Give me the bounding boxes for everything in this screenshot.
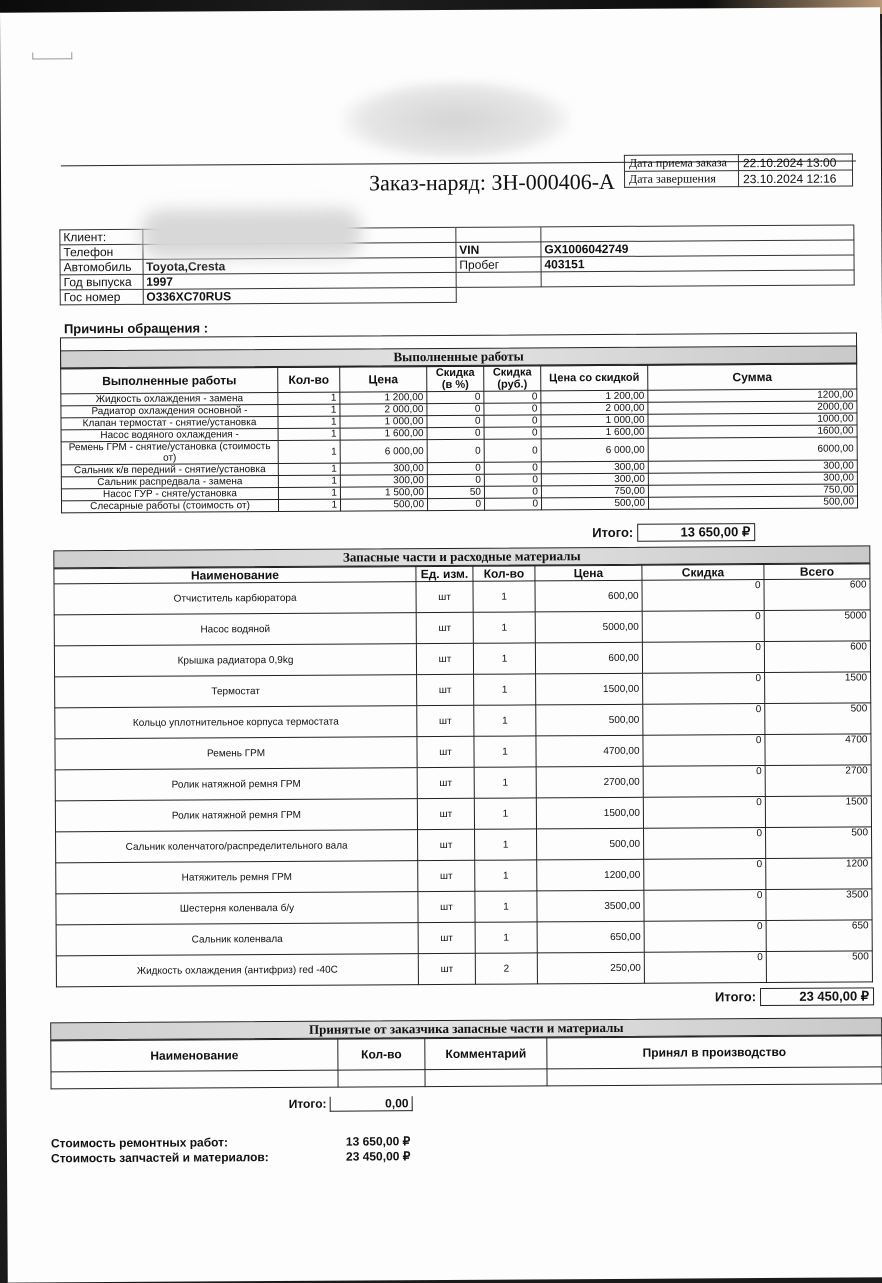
works-row-disc-pct: 0	[427, 474, 484, 486]
parts-row	[54, 641, 870, 677]
parts-row	[56, 827, 872, 863]
parts-row-price: 1500,00	[536, 673, 643, 705]
parts-row-unit: шт	[416, 643, 473, 674]
date-received-value: 22.10.2024 13:00	[738, 154, 852, 171]
accepted-total	[289, 1096, 413, 1112]
date-received-label: Дата приема заказа	[624, 155, 738, 172]
works-row-disc-pct: 0	[427, 391, 484, 403]
mileage-value: 403151	[541, 255, 854, 272]
works-row-disc-rub: 0	[484, 462, 541, 474]
parts-row-price: 500,00	[536, 704, 643, 736]
works-table	[60, 363, 858, 513]
parts-row-name: Термостат	[55, 675, 417, 708]
accepted-section-title: Принятые от заказчика запасные части и материалы	[50, 1017, 882, 1040]
parts-row	[55, 734, 871, 770]
parts-row-total: 500	[765, 703, 871, 735]
cost-summary	[51, 1134, 411, 1166]
parts-row	[56, 858, 872, 894]
col-works-disc-price: Цена со скидкой	[541, 365, 648, 391]
works-row-name: Клапан термостат - снятие/установка	[61, 416, 278, 429]
parts-row	[56, 889, 872, 925]
mileage-label: Пробег	[456, 257, 541, 273]
corner-mark	[32, 52, 72, 59]
parts-total	[706, 987, 874, 1006]
works-row-disc-pct: 0	[427, 439, 484, 462]
parts-row-total: 1500	[765, 672, 871, 704]
col-works-price: Цена	[340, 367, 427, 393]
col-works-disc-pct: Скидка (в %)	[427, 366, 484, 391]
dates-table	[624, 153, 853, 187]
accepted-section	[50, 1017, 882, 1089]
vin-label: VIN	[456, 242, 541, 258]
parts-row-total: 3500	[766, 889, 872, 921]
parts-row-discount: 0	[642, 580, 764, 612]
parts-row-qty: 1	[473, 643, 535, 674]
works-row-disc-price: 300,00	[541, 473, 648, 486]
works-row-disc-rub: 0	[484, 403, 541, 415]
works-row-sum: 1200,00	[648, 389, 857, 402]
accepted-header-row	[51, 1036, 882, 1072]
parts-row-qty: 1	[474, 798, 536, 829]
summary-works-value: 13 650,00 ₽	[345, 1134, 411, 1149]
parts-row-unit: шт	[417, 736, 474, 767]
parts-row-price: 5000,00	[535, 611, 642, 643]
car-label: Автомобиль	[60, 259, 143, 275]
works-row-name: Слесарные работы (стоимость от)	[61, 499, 278, 512]
works-row-qty: 1	[278, 487, 340, 499]
parts-row-price: 4700,00	[536, 735, 643, 767]
works-section-title: Выполненные работы	[60, 345, 857, 368]
parts-row	[54, 579, 870, 615]
parts-row-unit: шт	[417, 767, 474, 798]
parts-row-name: Сальник коленвала	[56, 923, 418, 956]
works-row-price: 2 000,00	[340, 404, 427, 417]
works-row-sum: 1000,00	[648, 413, 857, 426]
parts-row-unit: шт	[418, 953, 475, 984]
parts-row-total: 1500	[765, 796, 871, 828]
works-row-name: Насос ГУР - снятe/установка	[61, 487, 278, 500]
parts-row-price: 600,00	[535, 642, 642, 674]
works-row-disc-pct: 0	[427, 415, 484, 427]
parts-row-unit: шт	[418, 829, 475, 860]
col-accepted-by: Принял в производство	[547, 1036, 882, 1069]
parts-row-total: 500	[766, 951, 872, 983]
summary-parts-label: Стоимость запчастей и материалов:	[50, 1150, 269, 1166]
parts-row-unit: шт	[418, 922, 475, 953]
parts-row-unit: шт	[418, 860, 475, 891]
accepted-total-value: 0,00	[329, 1096, 412, 1112]
works-row-price: 6 000,00	[340, 440, 427, 464]
works-total	[563, 523, 755, 542]
works-row-qty: 1	[278, 404, 340, 416]
works-row-price: 500,00	[340, 499, 427, 512]
vin-value: GX1006042749	[541, 240, 854, 257]
works-row-disc-price: 2 000,00	[541, 402, 648, 415]
parts-row-discount: 0	[644, 921, 766, 953]
works-row-price: 1 600,00	[340, 428, 427, 441]
parts-row-qty: 1	[475, 860, 537, 891]
works-row-disc-rub: 0	[484, 474, 541, 486]
col-accepted-name: Наименование	[51, 1039, 338, 1072]
parts-row-unit: шт	[416, 581, 473, 612]
parts-section-title: Запасные части и расходные материалы	[53, 545, 870, 568]
works-row-disc-price: 1 600,00	[541, 426, 648, 439]
works-row-sum: 1600,00	[648, 425, 857, 438]
works-row-price: 1 200,00	[340, 392, 427, 405]
car-value: Toyota,Cresta	[143, 257, 456, 274]
parts-table	[53, 563, 873, 987]
col-parts-qty: Кол-во	[473, 566, 535, 581]
phone-label: Телефон	[60, 244, 143, 260]
parts-total-label: Итого:	[714, 989, 757, 1005]
parts-row-qty: 1	[475, 829, 537, 860]
works-row-disc-price: 1 000,00	[541, 414, 648, 427]
works-row-qty: 1	[278, 463, 340, 475]
parts-row-total: 4700	[765, 734, 871, 766]
parts-row-discount: 0	[644, 828, 766, 860]
parts-row-unit: шт	[418, 891, 475, 922]
year-label: Год выпуска	[60, 274, 143, 290]
client-label: Клиент:	[60, 229, 143, 245]
col-parts-name: Наименование	[54, 567, 416, 584]
works-row-price: 1 000,00	[340, 416, 427, 429]
col-parts-total: Всего	[764, 564, 870, 580]
works-row-sum: 750,00	[648, 484, 857, 497]
works-row-qty: 1	[278, 475, 340, 487]
works-row-name: Жидкость охлаждения - замена	[61, 392, 278, 405]
parts-row-price: 600,00	[535, 580, 642, 612]
parts-row-price: 1200,00	[537, 859, 644, 891]
works-row-disc-rub: 0	[484, 486, 541, 498]
parts-row-qty: 1	[474, 767, 536, 798]
works-row-disc-price: 750,00	[541, 485, 648, 498]
parts-row-name: Крышка радиатора 0,9kg	[54, 644, 416, 677]
parts-row-name: Кольцо уплотнительное корпуса термостата	[55, 706, 417, 739]
parts-row-discount: 0	[643, 673, 765, 705]
works-row-qty: 1	[278, 416, 340, 428]
parts-row-discount: 0	[642, 611, 764, 643]
parts-row-name: Сальник коленчатого/распределительного вала	[56, 830, 418, 863]
plate-label: Гос номер	[60, 289, 143, 305]
works-row-sum: 6000,00	[648, 437, 857, 461]
parts-row-price: 250,00	[537, 952, 644, 984]
works-row-disc-price: 6 000,00	[541, 438, 648, 462]
works-row-price: 300,00	[340, 463, 427, 476]
parts-total-value: 23 450,00 ₽	[760, 987, 874, 1006]
parts-row-total: 5000	[764, 610, 870, 642]
parts-row-discount: 0	[643, 797, 765, 829]
reasons-label: Причины обращения :	[63, 320, 209, 337]
parts-row	[54, 610, 870, 646]
works-row-disc-price: 500,00	[541, 497, 648, 510]
plate-value: O336XC70RUS	[143, 287, 456, 304]
parts-row	[55, 703, 871, 739]
works-row-qty: 1	[278, 428, 340, 440]
parts-row-discount: 0	[643, 735, 765, 767]
works-row-qty: 1	[278, 440, 340, 463]
col-parts-unit: Ед. изм.	[416, 566, 473, 581]
parts-row-price: 3500,00	[537, 890, 644, 922]
works-row-name: Ремень ГРМ - снятие/установка (стоимость от)	[61, 440, 278, 464]
parts-row-qty: 1	[474, 736, 536, 767]
parts-row-qty: 1	[473, 581, 535, 612]
parts-row-discount: 0	[643, 766, 765, 798]
parts-row-name: Натяжитель ремня ГРМ	[56, 861, 418, 894]
parts-row-unit: шт	[417, 674, 474, 705]
works-row-disc-pct: 0	[427, 462, 484, 474]
works-row-sum: 500,00	[648, 496, 857, 509]
accepted-total-label: Итого:	[288, 1096, 327, 1111]
parts-row-unit: шт	[416, 612, 473, 643]
works-row-disc-rub: 0	[484, 391, 541, 403]
parts-row-qty: 1	[473, 612, 535, 643]
date-completed-value: 23.10.2024 12:16	[738, 170, 852, 187]
parts-row-unit: шт	[417, 798, 474, 829]
works-row-qty: 1	[278, 499, 340, 511]
parts-row-name: Шестерня коленвала б/у	[56, 892, 418, 925]
parts-row-discount: 0	[644, 859, 766, 891]
works-row-qty: 1	[278, 392, 340, 404]
works-row-price: 300,00	[340, 475, 427, 488]
works-row-name: Насос водяного охлаждения -	[61, 428, 278, 441]
parts-row-discount: 0	[643, 704, 765, 736]
works-total-value: 13 650,00 ₽	[637, 523, 755, 542]
parts-row-total: 600	[764, 579, 870, 611]
year-value: 1997	[143, 272, 456, 289]
parts-section	[53, 545, 873, 987]
works-row-disc-rub: 0	[484, 498, 541, 510]
accepted-table	[50, 1035, 882, 1089]
parts-row-total: 600	[764, 641, 870, 673]
parts-row	[55, 765, 871, 801]
col-accepted-qty: Кол-во	[338, 1039, 425, 1071]
parts-row-name: Отчиститель карбюратора	[54, 582, 416, 615]
works-row-sum: 300,00	[648, 472, 857, 485]
works-row-disc-pct: 0	[427, 498, 484, 510]
parts-row-unit: шт	[417, 705, 474, 736]
col-parts-price: Цена	[535, 565, 642, 581]
parts-row-name: Жидкость охлаждения (антифриз) red -40C	[56, 954, 418, 987]
parts-row-discount: 0	[644, 890, 766, 922]
work-order-document	[0, 7, 882, 1282]
summary-parts-value: 23 450,00 ₽	[345, 1149, 411, 1164]
parts-row-qty: 1	[475, 922, 537, 953]
parts-row-qty: 1	[474, 705, 536, 736]
works-row-price: 1 500,00	[340, 487, 427, 500]
parts-row-qty: 1	[475, 891, 537, 922]
parts-row-discount: 0	[642, 642, 764, 674]
works-row-disc-pct: 0	[427, 427, 484, 439]
col-works-sum: Сумма	[648, 364, 857, 390]
works-row-name: Сальник к/в передний - снятие/установка	[61, 463, 278, 476]
parts-row	[55, 672, 871, 708]
parts-row-discount: 0	[644, 952, 766, 984]
parts-row-name: Ролик натяжной ремня ГРМ	[55, 799, 417, 832]
works-row-disc-rub: 0	[484, 439, 541, 462]
works-row-disc-rub: 0	[484, 427, 541, 439]
parts-row-qty: 1	[474, 674, 536, 705]
parts-row	[56, 920, 872, 956]
works-row-sum: 300,00	[648, 460, 857, 473]
col-accepted-comment: Комментарий	[425, 1038, 547, 1070]
parts-row-total: 650	[766, 920, 872, 952]
summary-works-label: Стоимость ремонтных работ:	[50, 1135, 229, 1151]
works-row-disc-pct: 50	[427, 486, 484, 498]
parts-row-total: 2700	[765, 765, 871, 797]
parts-row-qty: 2	[475, 953, 537, 984]
works-row-disc-price: 300,00	[541, 461, 648, 474]
parts-row-name: Ремень ГРМ	[55, 737, 417, 770]
works-total-label: Итого:	[592, 524, 634, 541]
parts-row	[55, 796, 871, 832]
parts-row-name: Насос водяной	[54, 613, 416, 646]
date-completed-label: Дата завершения	[624, 171, 738, 188]
parts-row-price: 500,00	[537, 828, 644, 860]
works-section	[60, 345, 858, 513]
redacted-client	[141, 208, 361, 257]
works-row-sum: 2000,00	[648, 401, 857, 414]
document-title: Заказ-наряд: ЗН-000406-А	[368, 168, 615, 196]
parts-row-price: 1500,00	[536, 797, 643, 829]
redacted-organization	[340, 79, 570, 160]
parts-row	[56, 951, 872, 987]
parts-row-total: 500	[766, 827, 872, 859]
works-row-disc-price: 1 200,00	[541, 390, 648, 403]
col-works-name: Выполненные работы	[61, 367, 278, 393]
works-row-disc-pct: 0	[427, 403, 484, 415]
parts-row-price: 650,00	[537, 921, 644, 953]
col-works-disc-rub: Скидка (руб.)	[484, 366, 541, 391]
parts-row-name: Ролик натяжной ремня ГРМ	[55, 768, 417, 801]
col-parts-discount: Скидка	[642, 565, 764, 581]
works-row-name: Радиатор охлаждения основной -	[61, 404, 278, 417]
works-row-disc-rub: 0	[484, 415, 541, 427]
parts-row-total: 1200	[766, 858, 872, 890]
col-works-qty: Кол-во	[278, 367, 340, 392]
works-row-name: Сальник распредвала - замена	[61, 475, 278, 488]
parts-row-price: 2700,00	[536, 766, 643, 798]
